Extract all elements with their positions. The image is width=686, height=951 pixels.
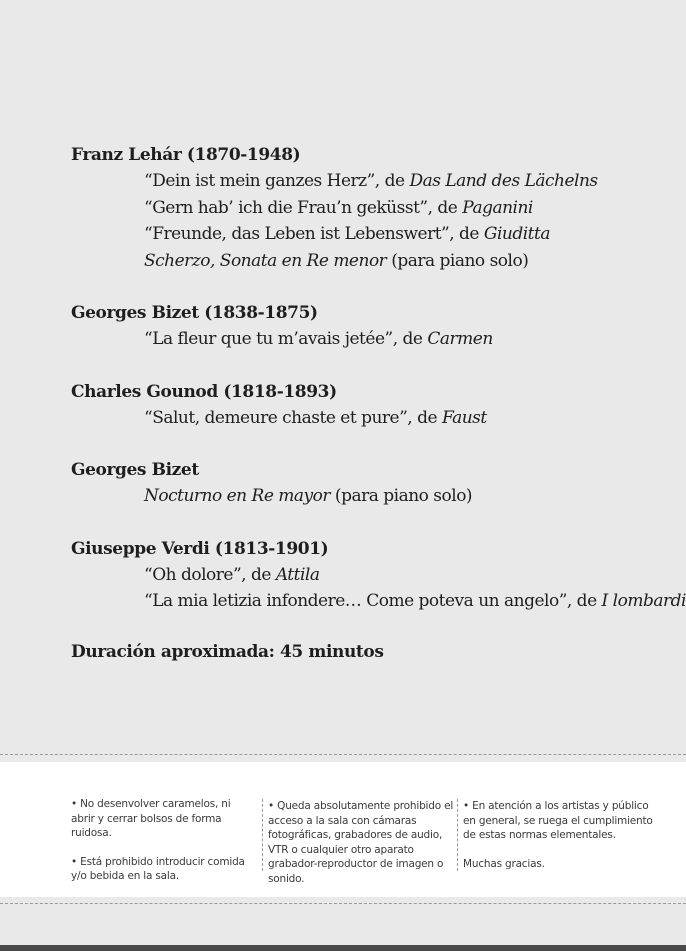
composer-block xyxy=(71,142,671,274)
piece-work: I lombardi xyxy=(601,591,686,611)
piece-line xyxy=(144,562,671,589)
piece-title: “La mia letizia infondere… Come poteva un angelo”, de xyxy=(144,591,602,611)
piece-line xyxy=(144,588,686,615)
piece-line xyxy=(144,195,671,222)
piece-work: Faust xyxy=(441,407,487,428)
concert-program xyxy=(71,142,686,665)
piece-line xyxy=(144,483,671,510)
notice-column-2 xyxy=(262,799,458,885)
piece-line xyxy=(144,248,671,275)
composer-name: Georges Bizet xyxy=(71,460,199,480)
notice-text: • No desenvolver caramelos, ni abrir y cerrar bolsos de forma ruidosa. xyxy=(71,798,231,839)
notice-column-3 xyxy=(457,799,653,871)
piece-line xyxy=(144,168,671,195)
piece-work: Attila xyxy=(275,564,320,585)
piece-note: (para piano solo) xyxy=(386,250,529,271)
piece-title: “Oh dolore”, de xyxy=(144,564,276,585)
piece-work: Carmen xyxy=(427,329,493,349)
composer-name: Giuseppe Verdi (1813-1901) xyxy=(71,538,329,559)
divider-bottom xyxy=(0,903,686,904)
notice-thanks: Muchas gracias. xyxy=(463,857,545,870)
notice-text: • Queda absolutamente prohibido el acceso a la sala con cámaras fotográficas, grabadores de audio, VTR o cualquier otro aparato grabador-reproductor de imagen o sonido. xyxy=(268,800,454,885)
divider-top xyxy=(0,754,686,755)
piece-title: “Salut, demeure chaste et pure”, de xyxy=(144,407,442,428)
composer-block xyxy=(71,300,671,353)
piece-line xyxy=(144,326,671,353)
piece-note: (para piano solo) xyxy=(330,486,473,506)
notice-text: • Está prohibido introducir comida y/o bebida en la sala. xyxy=(71,855,245,882)
composer-block xyxy=(71,536,686,615)
piece-work: Das Land des Lächelns xyxy=(409,171,598,191)
piece-title: “La fleur que tu m’avais jetée”, de xyxy=(144,329,428,349)
notice-text: • En atención a los artistas y público en general, se ruega el cumplimiento de estas normas elementales. xyxy=(463,800,653,841)
audience-notice xyxy=(0,762,686,897)
composer-block xyxy=(71,379,671,432)
composer-name: Georges Bizet (1838-1875) xyxy=(71,303,318,323)
bottom-bar xyxy=(0,945,686,951)
piece-title: “Dein ist mein ganzes Herz”, de xyxy=(144,171,410,191)
piece-work: Paganini xyxy=(462,197,533,218)
piece-title: “Freunde, das Leben ist Lebenswert”, de xyxy=(144,224,484,244)
piece-line xyxy=(144,221,671,248)
notice-column-1 xyxy=(71,797,255,898)
composer-block xyxy=(71,457,671,510)
composer-name: Charles Gounod (1818-1893) xyxy=(71,381,337,402)
piece-line xyxy=(144,405,671,432)
piece-work: Nocturno en Re mayor xyxy=(144,486,331,506)
composer-name: Franz Lehár (1870-1948) xyxy=(71,145,301,165)
piece-title: “Gern hab’ ich die Frau’n geküsst”, de xyxy=(144,197,463,218)
piece-work: Scherzo, Sonata en Re menor xyxy=(144,250,387,271)
duration-label: Duración aproximada: 45 minutos xyxy=(71,641,384,662)
piece-work: Giuditta xyxy=(483,224,550,244)
